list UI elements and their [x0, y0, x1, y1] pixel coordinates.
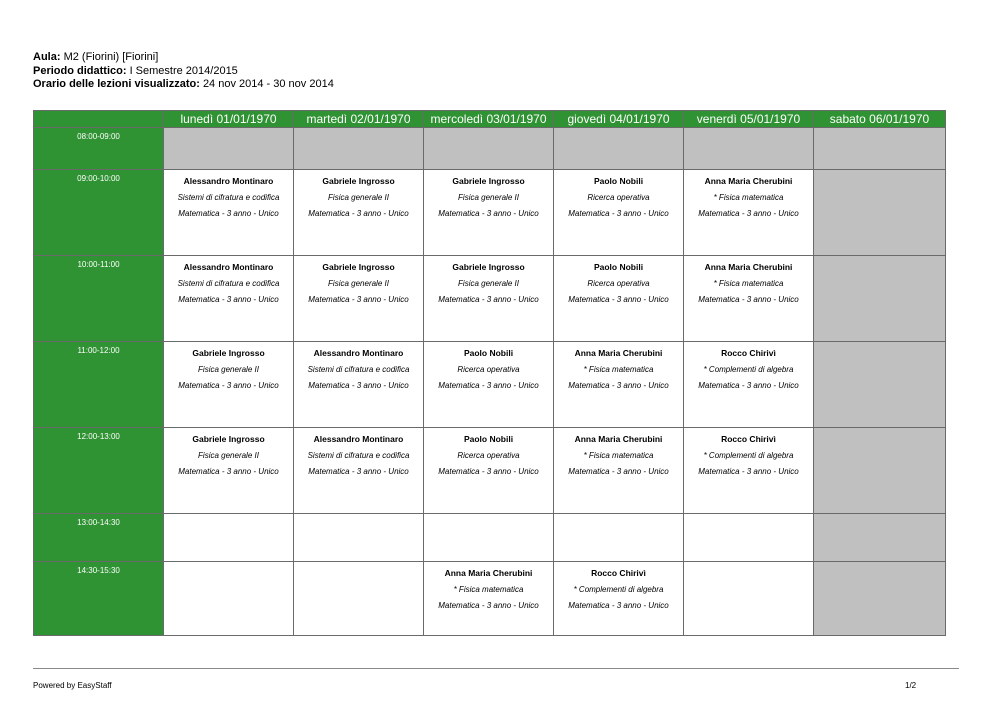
empty-cell	[814, 514, 946, 562]
lesson-degree: Matematica - 3 anno - Unico	[698, 209, 799, 218]
empty-cell	[554, 514, 684, 562]
time-slot-label: 10:00-11:00	[34, 256, 164, 342]
lesson-teacher: Anna Maria Cherubini	[574, 348, 663, 358]
time-slot-row	[34, 170, 946, 256]
lesson-teacher: Gabriele Ingrosso	[452, 262, 525, 272]
corner-cell	[34, 111, 164, 128]
lesson-cell	[424, 428, 554, 514]
lesson-degree: Matematica - 3 anno - Unico	[308, 381, 409, 390]
lesson-degree: Matematica - 3 anno - Unico	[438, 601, 539, 610]
empty-cell	[424, 514, 554, 562]
empty-cell	[814, 562, 946, 636]
lesson-course: Fisica generale II	[458, 193, 519, 202]
lesson-cell	[424, 342, 554, 428]
lesson-cell	[424, 170, 554, 256]
empty-cell	[814, 428, 946, 514]
lesson-cell	[554, 342, 684, 428]
aula-line: Aula: M2 (Fiorini) [Fiorini]	[33, 51, 159, 63]
empty-cell	[814, 256, 946, 342]
day-header: mercoledì 03/01/1970	[424, 111, 554, 128]
lesson-cell	[554, 428, 684, 514]
empty-cell	[814, 170, 946, 256]
lesson-course: * Fisica matematica	[453, 585, 524, 594]
lesson-degree: Matematica - 3 anno - Unico	[698, 467, 799, 476]
day-header: lunedì 01/01/1970	[164, 111, 294, 128]
lesson-course: Fisica generale II	[328, 193, 389, 202]
lesson-teacher: Alessandro Montinaro	[313, 434, 404, 444]
lesson-course: Ricerca operativa	[457, 365, 520, 374]
lesson-course: * Complementi di algebra	[573, 585, 664, 594]
empty-cell	[814, 342, 946, 428]
lesson-degree: Matematica - 3 anno - Unico	[178, 209, 279, 218]
lesson-cell	[294, 342, 424, 428]
lesson-cell	[164, 170, 294, 256]
document-header	[33, 51, 334, 92]
lesson-teacher: Rocco Chirivì	[721, 434, 776, 444]
timetable	[33, 110, 946, 636]
lesson-cell	[684, 428, 814, 514]
time-slot-row	[34, 428, 946, 514]
lesson-degree: Matematica - 3 anno - Unico	[178, 467, 279, 476]
lesson-teacher: Gabriele Ingrosso	[322, 262, 395, 272]
lesson-teacher: Paolo Nobili	[463, 434, 514, 444]
lesson-cell	[294, 170, 424, 256]
lesson-course: * Fisica matematica	[583, 451, 654, 460]
lesson-teacher: Alessandro Montinaro	[313, 348, 404, 358]
lesson-cell	[164, 342, 294, 428]
lesson-cell	[424, 256, 554, 342]
lesson-teacher: Rocco Chirivì	[721, 348, 776, 358]
lesson-course: Sistemi di cifratura e codifica	[307, 451, 410, 460]
lesson-course: * Fisica matematica	[713, 193, 784, 202]
empty-cell	[684, 128, 814, 170]
lesson-teacher: Anna Maria Cherubini	[704, 262, 793, 272]
time-slot-label: 08:00-09:00	[34, 128, 164, 170]
lesson-teacher: Gabriele Ingrosso	[192, 434, 265, 444]
lesson-course: Ricerca operativa	[587, 279, 650, 288]
lesson-teacher: Anna Maria Cherubini	[574, 434, 663, 444]
time-slot-label: 12:00-13:00	[34, 428, 164, 514]
lesson-course: Ricerca operativa	[587, 193, 650, 202]
powered-by: Powered by EasyStaff	[33, 681, 112, 690]
lesson-course: * Complementi di algebra	[703, 451, 794, 460]
time-slot-label: 14:30-15:30	[34, 562, 164, 636]
lesson-course: Fisica generale II	[198, 365, 259, 374]
lesson-degree: Matematica - 3 anno - Unico	[308, 209, 409, 218]
lesson-course: Fisica generale II	[198, 451, 259, 460]
lesson-degree: Matematica - 3 anno - Unico	[568, 381, 669, 390]
lesson-cell	[684, 170, 814, 256]
empty-cell	[684, 562, 814, 636]
lesson-cell	[554, 170, 684, 256]
lesson-teacher: Paolo Nobili	[463, 348, 514, 358]
lesson-degree: Matematica - 3 anno - Unico	[178, 295, 279, 304]
empty-cell	[294, 562, 424, 636]
lesson-course: Sistemi di cifratura e codifica	[177, 279, 280, 288]
lesson-degree: Matematica - 3 anno - Unico	[438, 209, 539, 218]
aula-value: M2 (Fiorini) [Fiorini]	[63, 51, 159, 63]
time-slot-row	[34, 342, 946, 428]
empty-cell	[164, 514, 294, 562]
empty-cell	[164, 128, 294, 170]
orario-value: 24 nov 2014 - 30 nov 2014	[202, 78, 334, 90]
lesson-degree: Matematica - 3 anno - Unico	[438, 295, 539, 304]
lesson-degree: Matematica - 3 anno - Unico	[698, 381, 799, 390]
lesson-degree: Matematica - 3 anno - Unico	[698, 295, 799, 304]
lesson-teacher: Paolo Nobili	[593, 176, 644, 186]
lesson-teacher: Gabriele Ingrosso	[452, 176, 525, 186]
lesson-course: * Fisica matematica	[583, 365, 654, 374]
time-slot-label: 13:00-14:30	[34, 514, 164, 562]
lesson-cell	[164, 256, 294, 342]
lesson-teacher: Gabriele Ingrosso	[192, 348, 265, 358]
empty-cell	[424, 128, 554, 170]
lesson-teacher: Alessandro Montinaro	[183, 262, 274, 272]
lesson-cell	[554, 562, 684, 636]
lesson-course: * Fisica matematica	[713, 279, 784, 288]
lesson-degree: Matematica - 3 anno - Unico	[308, 295, 409, 304]
lesson-cell	[554, 256, 684, 342]
day-header-row	[34, 111, 946, 128]
lesson-cell	[684, 342, 814, 428]
page-number: 1/2	[905, 681, 917, 690]
lesson-course: Fisica generale II	[328, 279, 389, 288]
lesson-degree: Matematica - 3 anno - Unico	[178, 381, 279, 390]
lesson-cell	[294, 428, 424, 514]
lesson-degree: Matematica - 3 anno - Unico	[568, 467, 669, 476]
lesson-cell	[684, 256, 814, 342]
time-slot-row	[34, 128, 946, 170]
lesson-cell	[164, 428, 294, 514]
lesson-degree: Matematica - 3 anno - Unico	[568, 601, 669, 610]
lesson-teacher: Anna Maria Cherubini	[704, 176, 793, 186]
time-slot-label: 11:00-12:00	[34, 342, 164, 428]
lesson-cell	[294, 256, 424, 342]
periodo-value: I Semestre 2014/2015	[129, 64, 238, 77]
time-slot-label: 09:00-10:00	[34, 170, 164, 256]
time-slot-row	[34, 562, 946, 636]
day-header: venerdì 05/01/1970	[684, 111, 814, 128]
empty-cell	[814, 128, 946, 170]
lesson-teacher: Rocco Chirivì	[591, 568, 646, 578]
empty-cell	[554, 128, 684, 170]
empty-cell	[294, 514, 424, 562]
lesson-teacher: Alessandro Montinaro	[183, 176, 274, 186]
lesson-course: Sistemi di cifratura e codifica	[307, 365, 410, 374]
day-header: giovedì 04/01/1970	[554, 111, 684, 128]
time-slot-row	[34, 514, 946, 562]
lesson-degree: Matematica - 3 anno - Unico	[438, 467, 539, 476]
empty-cell	[684, 514, 814, 562]
lesson-course: * Complementi di algebra	[703, 365, 794, 374]
lesson-degree: Matematica - 3 anno - Unico	[438, 381, 539, 390]
empty-cell	[294, 128, 424, 170]
footer-divider	[33, 668, 959, 669]
lesson-course: Fisica generale II	[458, 279, 519, 288]
orario-line: Orario delle lezioni visualizzato: 24 nov 2014 - 30 nov 2014	[33, 78, 334, 90]
empty-cell	[164, 562, 294, 636]
lesson-degree: Matematica - 3 anno - Unico	[308, 467, 409, 476]
lesson-cell	[424, 562, 554, 636]
time-slot-row	[34, 256, 946, 342]
day-header: martedì 02/01/1970	[294, 111, 424, 128]
lesson-degree: Matematica - 3 anno - Unico	[568, 295, 669, 304]
periodo-line: Periodo didattico: I Semestre 2014/2015	[33, 64, 238, 77]
lesson-teacher: Gabriele Ingrosso	[322, 176, 395, 186]
lesson-degree: Matematica - 3 anno - Unico	[568, 209, 669, 218]
lesson-teacher: Anna Maria Cherubini	[444, 568, 533, 578]
lesson-teacher: Paolo Nobili	[593, 262, 644, 272]
lesson-course: Ricerca operativa	[457, 451, 520, 460]
lesson-course: Sistemi di cifratura e codifica	[177, 193, 280, 202]
day-header: sabato 06/01/1970	[814, 111, 946, 128]
